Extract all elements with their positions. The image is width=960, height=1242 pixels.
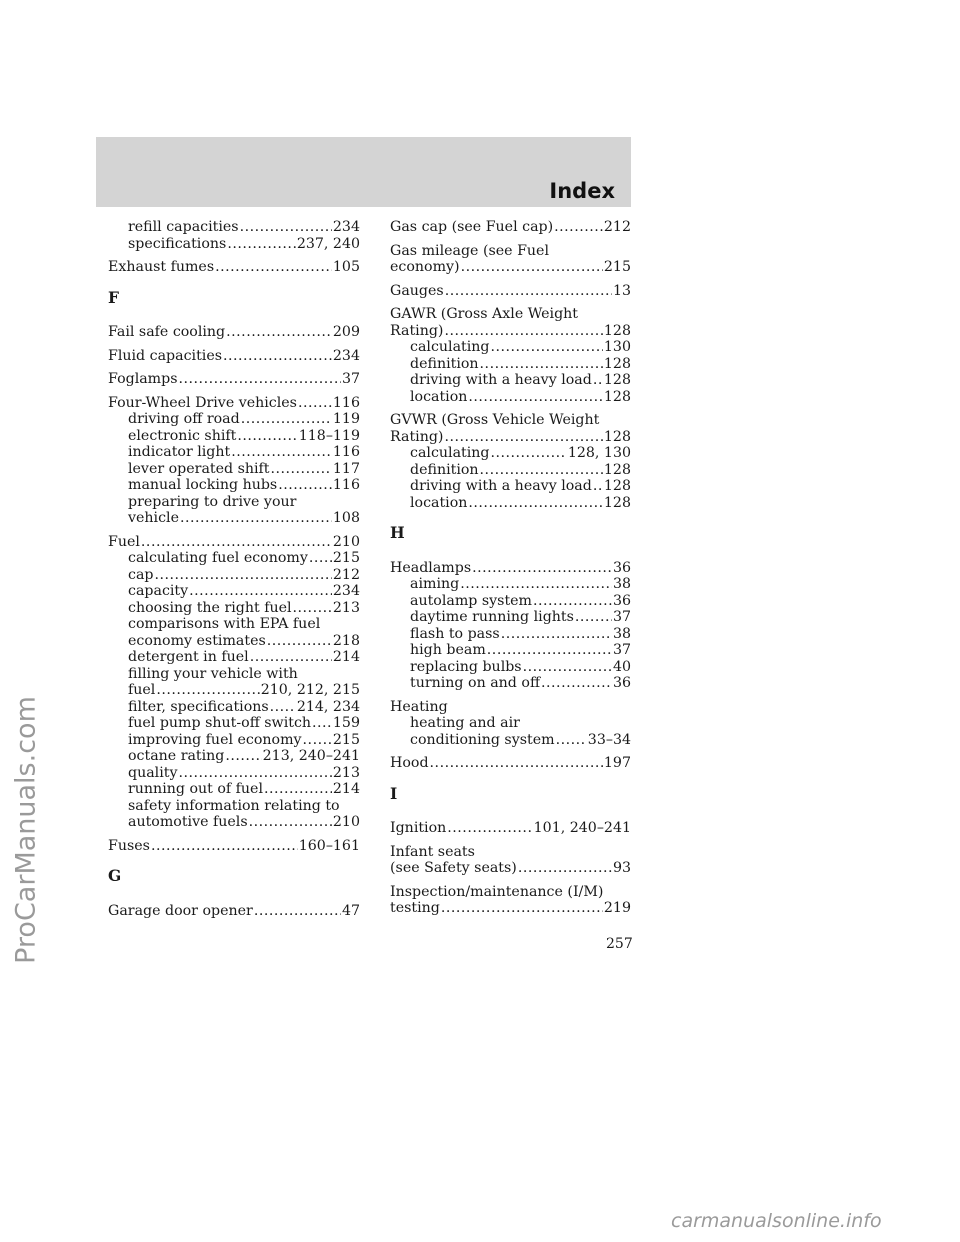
dot-leader: [468, 389, 603, 406]
entry-page-ref: 128: [603, 428, 631, 445]
dot-leader: [430, 755, 603, 772]
index-main-entry: [390, 900, 631, 917]
dot-leader: [468, 495, 603, 512]
entry-text: indicator light: [128, 444, 231, 460]
dot-leader: [141, 534, 332, 551]
dot-leader: [178, 765, 331, 782]
dot-leader: [227, 236, 296, 253]
index-letter-heading: I: [390, 783, 398, 803]
entry-text: driving with a heavy load: [410, 372, 592, 388]
entry-page-ref: 128: [603, 478, 631, 494]
entry-text: automotive fuels: [128, 814, 248, 830]
index-main-entry: [390, 820, 631, 837]
index-entry: [390, 219, 631, 236]
index-entry: [108, 395, 360, 527]
index-entry: [108, 371, 360, 388]
dot-leader: [533, 593, 612, 610]
dot-leader: [240, 219, 332, 236]
dot-leader: [298, 395, 332, 412]
entry-page-ref: 210: [332, 533, 360, 550]
index-subentry: [108, 649, 360, 666]
entry-text: high beam: [410, 642, 486, 658]
side-watermark-text: ProCarManuals.com: [10, 696, 42, 964]
dot-leader: [501, 626, 612, 643]
dot-leader: [554, 219, 603, 236]
dot-leader: [249, 814, 332, 831]
index-subentry: [390, 495, 631, 512]
index-subentry: [108, 732, 360, 749]
index-subentry: [108, 682, 360, 699]
entry-text: electronic shift: [128, 427, 237, 444]
entry-page-ref: 105: [332, 259, 360, 275]
entry-text: Fuel: [108, 533, 140, 550]
entry-text: Hood: [390, 755, 429, 771]
entry-page-ref: 209: [332, 324, 360, 340]
index-main-entry: [108, 534, 360, 551]
index-subentry: [390, 462, 631, 479]
index-subentry: [108, 550, 360, 567]
dot-leader: [556, 732, 587, 749]
index-subentry: [108, 699, 360, 716]
index-main-entry: [108, 259, 360, 276]
index-subentry: [390, 372, 631, 389]
index-subentry: [108, 219, 360, 236]
entry-page-ref: 213: [332, 599, 360, 616]
entry-text: daytime running lights: [410, 609, 574, 625]
entry-page-ref: 159: [332, 715, 360, 731]
entry-text: definition: [410, 461, 479, 478]
dot-leader: [441, 900, 603, 917]
entry-page-ref: 108: [332, 510, 360, 526]
entry-page-ref: 38: [612, 625, 631, 642]
index-subentry: [108, 798, 360, 815]
dot-leader: [180, 510, 332, 527]
entry-page-ref: 36: [612, 559, 631, 576]
entry-text: location: [410, 494, 468, 511]
entry-text: quality: [128, 764, 178, 781]
index-entry: [390, 755, 631, 772]
index-subentry: [390, 659, 631, 676]
index-entry: [390, 560, 631, 692]
entry-page-ref: 119: [332, 411, 360, 427]
dot-leader: [156, 682, 259, 699]
index-subentry: [108, 510, 360, 527]
index-subentry: [108, 765, 360, 782]
dot-leader: [241, 411, 332, 428]
index-main-entry: [390, 844, 631, 861]
index-main-entry: [108, 348, 360, 365]
index-main-entry: [108, 395, 360, 412]
index-entry: [390, 412, 631, 511]
entry-text: Ignition: [390, 820, 447, 836]
entry-page-ref: 128: [603, 461, 631, 478]
dot-leader: [593, 372, 603, 389]
entry-text: Gauges: [390, 282, 444, 299]
index-entry: [108, 219, 360, 252]
index-subentry: [108, 567, 360, 584]
index-main-entry: [390, 243, 631, 260]
dot-leader: [271, 461, 332, 478]
index-entry: [390, 699, 631, 749]
entry-page-ref: 117: [332, 460, 360, 477]
entry-text: specifications: [128, 235, 227, 252]
dot-leader: [480, 356, 603, 373]
entry-text: filter, specifications: [128, 698, 269, 715]
index-entry: [108, 324, 360, 341]
index-main-entry: [108, 324, 360, 341]
entry-page-ref: 215: [603, 259, 631, 275]
entry-text: driving off road: [128, 411, 240, 427]
dot-leader: [445, 283, 612, 300]
entry-text: calculating fuel economy: [128, 550, 308, 566]
entry-text: refill capacities: [128, 219, 239, 235]
bottom-watermark: carmanualsonline.info: [671, 1210, 882, 1232]
entry-text: location: [410, 388, 468, 405]
entry-page-ref: 197: [603, 755, 631, 771]
entry-text: Heating: [390, 698, 448, 715]
index-main-entry: [390, 755, 631, 772]
index-subentry: [108, 616, 360, 633]
entry-page-ref: 13: [612, 282, 631, 299]
index-subentry: [108, 494, 360, 511]
entry-text: testing: [390, 900, 440, 916]
entry-page-ref: 215: [332, 731, 360, 748]
dot-leader: [447, 820, 532, 837]
entry-page-ref: 234: [332, 347, 360, 364]
page-number: 257: [606, 936, 633, 952]
entry-text: octane rating: [128, 748, 225, 764]
entry-text: capacity: [128, 583, 189, 599]
entry-text: heating and air: [410, 715, 520, 731]
entry-page-ref: 33–34: [587, 731, 631, 748]
index-subentry: [390, 732, 631, 749]
entry-page-ref: 116: [332, 477, 360, 493]
index-subentry: [390, 593, 631, 610]
dot-leader: [264, 781, 332, 798]
index-entry: [390, 844, 631, 877]
entry-page-ref: 214: [332, 649, 360, 665]
entry-page-ref: 128: [603, 355, 631, 372]
index-subentry: [390, 626, 631, 643]
index-main-entry: [108, 371, 360, 388]
dot-leader: [293, 600, 332, 617]
dot-leader: [155, 567, 332, 584]
entry-text: aiming: [410, 576, 460, 592]
index-subentry: [390, 356, 631, 373]
entry-text: fuel: [128, 682, 156, 698]
index-letter-heading: H: [390, 523, 405, 542]
entry-text: GVWR (Gross Vehicle Weight: [390, 412, 600, 428]
dot-leader: [215, 259, 332, 276]
entry-text: autolamp system: [410, 592, 533, 609]
dot-leader: [226, 324, 332, 341]
index-subentry: [108, 715, 360, 732]
entry-text: running out of fuel: [128, 781, 263, 797]
entry-text: driving with a heavy load: [410, 478, 592, 494]
entry-text: Rating): [390, 428, 444, 445]
index-entry: [108, 259, 360, 276]
entry-page-ref: 212: [603, 219, 631, 235]
dot-leader: [254, 903, 341, 920]
entry-page-ref: 93: [612, 860, 631, 876]
dot-leader: [487, 642, 612, 659]
index-main-entry: [108, 838, 360, 855]
index-main-entry: [390, 306, 631, 323]
index-subentry: [108, 666, 360, 683]
index-subentry: [390, 389, 631, 406]
entry-text: improving fuel economy: [128, 731, 302, 748]
entry-text: safety information relating to: [128, 797, 340, 814]
entry-text: economy): [390, 259, 460, 275]
index-subentry: [390, 609, 631, 626]
entry-page-ref: 130: [603, 339, 631, 355]
entry-page-ref: 213, 240–241: [262, 748, 360, 764]
entry-text: Exhaust fumes: [108, 259, 215, 275]
entry-text: lever operated shift: [128, 460, 270, 477]
index-main-entry: [390, 884, 631, 901]
entry-text: Rating): [390, 322, 444, 339]
entry-text: preparing to drive your: [128, 493, 297, 510]
index-subentry: [108, 236, 360, 253]
dot-leader: [444, 323, 602, 340]
entry-text: Fail safe cooling: [108, 324, 226, 340]
entry-text: Inspection/maintenance (I/M): [390, 883, 604, 900]
entry-page-ref: 128: [603, 322, 631, 339]
entry-text: Headlamps: [390, 559, 472, 576]
dot-leader: [309, 550, 332, 567]
dot-leader: [151, 838, 298, 855]
entry-page-ref: 212: [332, 566, 360, 583]
entry-text: turning on and off: [410, 675, 541, 691]
dot-leader: [250, 649, 332, 666]
entry-page-ref: 234: [332, 583, 360, 599]
entry-page-ref: 37: [612, 642, 631, 658]
dot-leader: [267, 633, 332, 650]
index-subentry: [108, 461, 360, 478]
entry-page-ref: 219: [603, 900, 631, 916]
index-entry: [390, 283, 631, 300]
index-entry: [390, 820, 631, 837]
dot-leader: [444, 429, 602, 446]
entry-text: choosing the right fuel: [128, 599, 292, 616]
dot-leader: [461, 259, 603, 276]
index-subentry: [390, 339, 631, 356]
entry-text: conditioning system: [410, 731, 555, 748]
index-subentry: [108, 411, 360, 428]
entry-page-ref: 128: [603, 372, 631, 388]
entry-page-ref: 128: [603, 388, 631, 405]
dot-leader: [225, 748, 261, 765]
dot-leader: [472, 560, 612, 577]
index-entry: [108, 348, 360, 365]
index-subentry: [108, 600, 360, 617]
index-subentry: [390, 478, 631, 495]
dot-leader: [278, 477, 332, 494]
entry-text: Infant seats: [390, 843, 475, 860]
dot-leader: [270, 699, 296, 716]
entry-page-ref: 160–161: [298, 837, 360, 854]
entry-text: definition: [410, 355, 479, 372]
entry-page-ref: 234: [332, 219, 360, 235]
entry-text: calculating: [410, 445, 490, 461]
index-entry: [390, 884, 631, 917]
dot-leader: [303, 732, 332, 749]
dot-leader: [575, 609, 612, 626]
index-main-entry: [108, 903, 360, 920]
entry-text: Garage door opener: [108, 902, 253, 919]
entry-text: Fluid capacities: [108, 347, 222, 364]
index-main-entry: [390, 323, 631, 340]
dot-leader: [231, 444, 332, 461]
entry-page-ref: 215: [332, 550, 360, 566]
dot-leader: [541, 675, 612, 692]
entry-page-ref: 37: [341, 371, 360, 387]
index-subentry: [390, 675, 631, 692]
header-band: [96, 137, 631, 207]
entry-text: flash to pass: [410, 625, 500, 642]
index-subentry: [390, 576, 631, 593]
dot-leader: [312, 715, 332, 732]
entry-text: cap: [128, 566, 154, 583]
entry-page-ref: 101, 240–241: [533, 820, 631, 836]
entry-text: detergent in fuel: [128, 649, 249, 665]
dot-leader: [480, 462, 603, 479]
index-main-entry: [390, 560, 631, 577]
dot-leader: [237, 428, 297, 445]
index-letter-heading: G: [108, 866, 122, 885]
entry-page-ref: 36: [612, 592, 631, 609]
entry-page-ref: 214: [332, 781, 360, 797]
entry-text: (see Safety seats): [390, 860, 517, 876]
entry-text: vehicle: [128, 510, 179, 526]
entry-text: fuel pump shut-off switch: [128, 715, 312, 731]
dot-leader: [518, 860, 612, 877]
index-main-entry: [390, 429, 631, 446]
index-subentry: [108, 444, 360, 461]
entry-page-ref: 36: [612, 675, 631, 691]
entry-text: Gas mileage (see Fuel: [390, 242, 549, 259]
entry-page-ref: 210: [332, 814, 360, 830]
dot-leader: [460, 576, 612, 593]
index-main-entry: [390, 412, 631, 429]
entry-page-ref: 214, 234: [296, 698, 360, 715]
index-subentry: [108, 633, 360, 650]
entry-page-ref: 47: [341, 902, 360, 919]
index-subentry: [108, 814, 360, 831]
side-watermark: [8, 520, 44, 1140]
index-entry: [390, 243, 631, 276]
dot-leader: [223, 348, 332, 365]
entry-text: manual locking hubs: [128, 477, 278, 493]
entry-text: replacing bulbs: [410, 658, 522, 675]
index-column-right: [390, 219, 631, 924]
entry-page-ref: 218: [332, 632, 360, 649]
index-main-entry: [390, 283, 631, 300]
dot-leader: [189, 583, 332, 600]
entry-page-ref: 128, 130: [567, 445, 631, 461]
index-subentry: [108, 781, 360, 798]
index-entry: [108, 903, 360, 920]
entry-page-ref: 237, 240: [296, 235, 360, 252]
entry-text: Fuses: [108, 837, 150, 854]
index-main-entry: [390, 259, 631, 276]
index-entry: [390, 306, 631, 405]
index-subentry: [390, 642, 631, 659]
entry-text: Gas cap (see Fuel cap): [390, 219, 554, 235]
index-subentry: [108, 428, 360, 445]
entry-page-ref: 210, 212, 215: [260, 682, 360, 698]
index-entry: [108, 534, 360, 831]
entry-page-ref: 213: [332, 764, 360, 781]
entry-text: GAWR (Gross Axle Weight: [390, 306, 579, 322]
entry-page-ref: 116: [332, 394, 360, 411]
index-main-entry: [390, 860, 631, 877]
index-letter-heading: F: [108, 287, 120, 307]
index-column-left: [108, 219, 360, 926]
entry-page-ref: 116: [332, 444, 360, 460]
index-entry: [108, 838, 360, 855]
entry-text: comparisons with EPA fuel: [128, 616, 321, 632]
entry-text: calculating: [410, 339, 490, 355]
entry-text: filling your vehicle with: [128, 665, 298, 682]
index-subentry: [108, 583, 360, 600]
index-main-entry: [390, 219, 631, 236]
entry-text: economy estimates: [128, 632, 266, 649]
entry-page-ref: 118–119: [298, 427, 360, 444]
entry-page-ref: 37: [612, 609, 631, 625]
index-main-entry: [390, 699, 631, 716]
index-subentry: [390, 715, 631, 732]
entry-text: Four-Wheel Drive vehicles: [108, 394, 297, 411]
dot-leader: [490, 445, 566, 462]
dot-leader: [593, 478, 603, 495]
dot-leader: [523, 659, 612, 676]
entry-page-ref: 40: [612, 658, 631, 675]
index-subentry: [108, 477, 360, 494]
dot-leader: [179, 371, 341, 388]
entry-page-ref: 128: [603, 494, 631, 511]
index-subentry: [390, 445, 631, 462]
section-title: Index: [549, 179, 615, 203]
entry-text: Foglamps: [108, 371, 178, 387]
dot-leader: [490, 339, 602, 356]
index-subentry: [108, 748, 360, 765]
entry-page-ref: 38: [612, 576, 631, 592]
